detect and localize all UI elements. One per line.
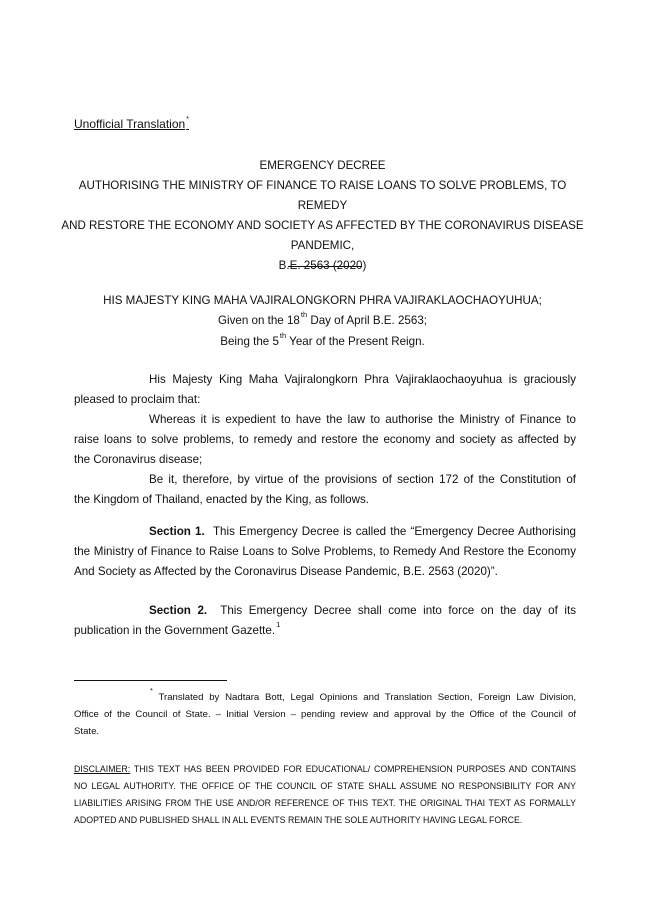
preamble-line: the Kingdom of Thailand, enacted by the King, as follows. bbox=[74, 493, 369, 506]
translator-footnote bbox=[74, 686, 576, 740]
section-1-line bbox=[74, 522, 576, 542]
preamble-line: the Coronavirus disease; bbox=[74, 453, 203, 466]
reign-year bbox=[60, 332, 585, 353]
footnote-line: Office of the Council of State. – Initial Version – pending review and approval by the Office of the Council of bbox=[74, 709, 576, 720]
disclaimer-line: ADOPTED AND PUBLISHED SHALL IN ALL EVENTS REMAIN THE SOLE AUTHORITY HAVING LEGAL FORCE. bbox=[74, 815, 523, 825]
title-divider bbox=[288, 266, 362, 267]
section-1 bbox=[74, 522, 576, 582]
ordinal-suffix: th bbox=[300, 310, 308, 319]
footnote-marker: * bbox=[150, 686, 153, 695]
given-date-text: Given on the 18 bbox=[218, 314, 300, 327]
footnote-line: State. bbox=[74, 726, 100, 737]
reign-year-text: Year of the Present Reign. bbox=[286, 335, 425, 348]
preamble-line: Whereas it is expedient to have the law to authorise the Ministry of Finance to bbox=[149, 413, 576, 426]
disclaimer-text: THIS TEXT HAS BEEN PROVIDED FOR EDUCATIONAL/ COMPREHENSION PURPOSES AND CONTAINS bbox=[133, 764, 576, 774]
section-2-text: publication in the Government Gazette. bbox=[74, 624, 276, 637]
king-name: HIS MAJESTY KING MAHA VAJIRALONGKORN PHRA VAJIRAKLAOCHAOYUHUA; bbox=[103, 294, 542, 307]
given-date-text: Day of April B.E. 2563; bbox=[307, 314, 427, 327]
section-2-line bbox=[74, 621, 576, 641]
title-line: AUTHORISING THE MINISTRY OF FINANCE TO RAISE LOANS TO SOLVE PROBLEMS, TO REMEDY bbox=[78, 179, 567, 212]
footnote-marker: * bbox=[186, 114, 190, 123]
preamble bbox=[74, 370, 576, 510]
preamble-line: raise loans to solve problems, to remedy and restore the economy and society as affected by bbox=[74, 433, 576, 446]
disclaimer-label: DISCLAIMER: bbox=[74, 764, 131, 774]
preamble-line: pleased to proclaim that: bbox=[74, 393, 201, 406]
section-1-line: And Society as Affected by the Coronavirus Disease Pandemic, B.E. 2563 (2020)”. bbox=[74, 565, 498, 578]
section-2-line bbox=[74, 601, 576, 621]
title-line: AND RESTORE THE ECONOMY AND SOCIETY AS AFFECTED BY THE CORONAVIRUS DISEASE bbox=[61, 219, 584, 232]
reign-year-text: Being the 5 bbox=[220, 335, 279, 348]
disclaimer-line: NO LEGAL AUTHORITY. THE OFFICE OF THE COUNCIL OF STATE SHALL ASSUME NO RESPONSIBILITY FOR ANY bbox=[74, 781, 576, 791]
unofficial-translation-heading bbox=[74, 114, 190, 131]
title-line: PANDEMIC, bbox=[290, 239, 355, 252]
footnote-divider bbox=[74, 680, 227, 681]
royal-proclamation-header bbox=[60, 291, 585, 353]
given-date bbox=[60, 311, 585, 332]
section-1-text: This Emergency Decree is called the “Emergency Decree Authorising bbox=[212, 525, 576, 538]
disclaimer-line bbox=[74, 761, 576, 778]
footnote-line bbox=[74, 686, 576, 706]
section-1-line: the Ministry of Finance to Raise Loans to Solve Problems, to Remedy And Restore the Economy bbox=[74, 545, 576, 558]
section-2-text: This Emergency Decree shall come into force on the day of its bbox=[220, 604, 576, 617]
section-1-label: Section 1. bbox=[149, 525, 205, 538]
title-year: B.E. 2563 (2020) bbox=[278, 259, 367, 272]
disclaimer-line: LIABILITIES ARISING FROM THE USE AND/OR REFERENCE OF THIS TEXT. THE ORIGINAL THAI TEXT AS FORMALLY bbox=[74, 798, 576, 808]
preamble-line: Be it, therefore, by virtue of the provisions of section 172 of the Constitution of bbox=[149, 473, 576, 486]
ordinal-suffix: th bbox=[279, 331, 287, 340]
title-line: EMERGENCY DECREE bbox=[259, 159, 386, 172]
unofficial-translation-text: Unofficial Translation bbox=[74, 117, 186, 131]
preamble-line: His Majesty King Maha Vajiralongkorn Phra Vajiraklaochaoyuhua is graciously bbox=[149, 373, 576, 386]
section-2-label: Section 2. bbox=[149, 604, 208, 617]
footnote-text: Translated by Nadtara Bott, Legal Opinions and Translation Section, Foreign Law Division, bbox=[158, 692, 576, 703]
section-2 bbox=[74, 601, 576, 641]
decree-title bbox=[60, 156, 585, 276]
disclaimer bbox=[74, 761, 576, 829]
footnote-marker: 1 bbox=[276, 620, 281, 629]
